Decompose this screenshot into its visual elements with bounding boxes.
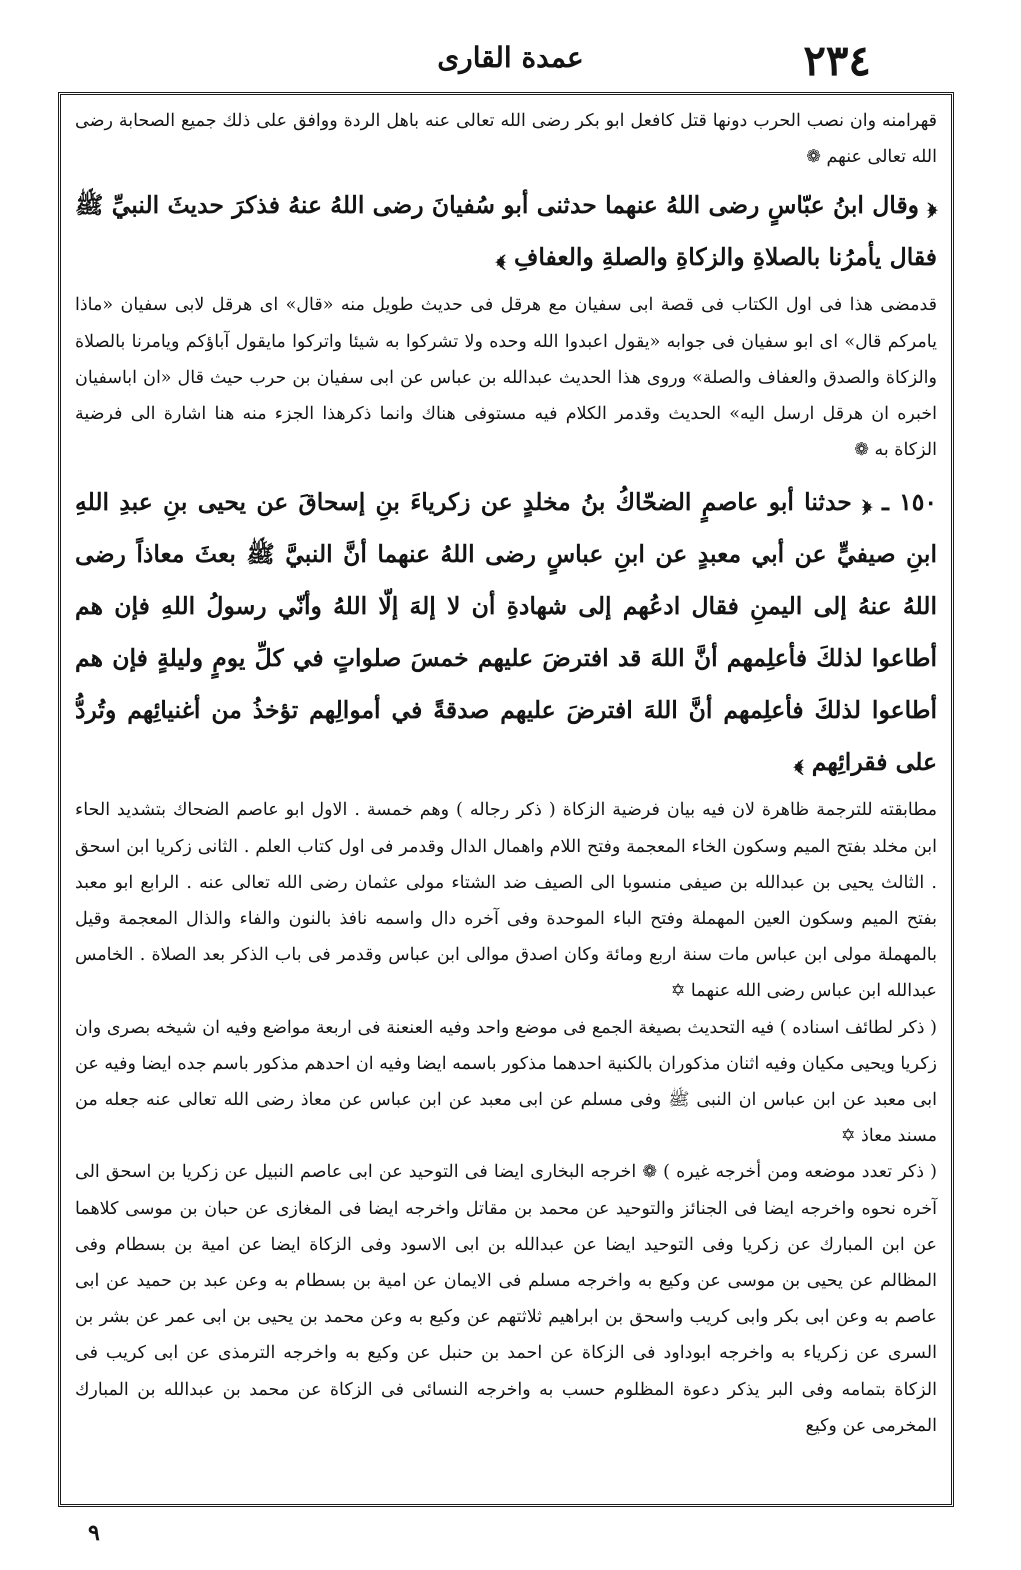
page-header [0,32,1021,92]
commentary-paragraph: ( ذكر لطائف اسناده ) فيه التحديث بصيغة الجمع فى موضع واحد وفيه العنعنة فى اربعة مواضع وفيه ان شيخه بصرى وان زكريا ويحيى مكيان وفيه اثنان مذكوران بالكنية احدهما مذكور باسمه ايضا وفيه ان احدهم مذكور باسم جده ايضا وفيه عن ابى معبد عن ابن عباس ان النبى ﷺ وفى مسلم عن ابى معبد عن ابن عباس عن معاذ رضى الله تعالى عنه جعله من مسند معاذ ✡ [75,1017,937,1147]
text-frame [58,92,954,1507]
book-title: عمدة القارى [437,41,584,74]
commentary-paragraph: مطابقته للترجمة ظاهرة لان فيه بيان فرضية الزكاة ( ذكر رجاله ) وهم خمسة . الاول ابو عاصم الضحاك بتشديد الحاء ابن مخلد بفتح الميم وسكون الخاء المعجمة وفتح اللام واهمال الدال وقدمر فى اول كتاب العلم . الثانى زكريا ابن اسحق . الثالث يحيى بن عبدالله بن صيفى منسوبا الى الصيف ضد الشتاء مولى عثمان رضى الله تعالى عنه . الرابع ابو معبد بفتح الميم وسكون العين المهملة وفتح الباء الموحدة وفى آخره دال واسمه نافذ بالنون والفاء والذال المعجمة وقيل بالمهملة مولى ابن عباس مات سنة اربع ومائة وكان اصدق موالى ابن عباس وقدمر فى باب الذكر بعد الصلاة . الخامس عبدالله ابن عباس رضى الله عنهما ✡ [75,800,937,1002]
page-number: ٢٣٤ [803,36,871,85]
signature-mark: ٩ [88,1520,100,1546]
commentary-paragraph: ( ذكر تعدد موضعه ومن أخرجه غيره ) ❁ اخرجه البخارى ايضا فى التوحيد عن ابى عاصم النبيل عن زكريا بن اسحق الى آخره نحوه واخرجه ايضا فى الجنائز والتوحيد عن محمد بن مقاتل واخرجه ايضا فى المغازى عن حبان بن موسى كلاهما عن ابن المبارك عن زكريا وفى التوحيد ايضا عن عبدالله بن ابى الاسود وفى الزكاة ايضا عن امية بن بسطام وفى المظالم عن يحيى بن موسى عن وكيع به واخرجه مسلم فى الايمان عن امية بن بسطام به وعن عبد بن حميد عن ابى عاصم به وعن ابى بكر وابى كريب واسحق بن ابراهيم ثلاثتهم عن وكيع به وعن محمد بن يحيى بن ابى عمر عن بشر بن السرى عن زكرياء به واخرجه ابوداود فى الزكاة عن احمد بن حنبل عن وكيع به واخرجه الترمذى عن ابى كريب فى الزكاة بتمامه وفى البر يذكر دعوة المظلوم حسب به واخرجه النسائى فى الزكاة عن محمد بن عبدالله بن المبارك المخرمى عن وكيع [75,1162,937,1436]
commentary-paragraph: قهرامنه وان نصب الحرب دونها قتل كافعل ابو بكر رضى الله تعالى عنه باهل الردة ووافق على ذلك جميع الصحابة رضى الله تعالى عنهم ❁ [75,111,937,168]
spacer [75,468,937,476]
hadith-text: ١٥٠ ـ ﴿ حدثنا أبو عاصمٍ الضحّاكُ بنُ مخلدٍ عن زكرياءَ بنِ إسحاقَ عن يحيى بنِ عبدِ اللهِ ابنِ صيفيٍّ عن أبي معبدٍ عن ابنِ عباسٍ رضى اللهُ عنهما أنَّ النبيَّ ﷺ بعثَ معاذاً رضى اللهُ عنهُ إلى اليمنِ فقال ادعُهم إلى شهادةِ أن لا إلهَ إلّا اللهُ وأنّي رسولُ اللهِ فإن هم أطاعوا لذلكَ فأعلِمهم أنَّ اللهَ قد افترضَ عليهم خمسَ صلواتٍ في كلِّ يومٍ وليلةٍ فإن هم أطاعوا لذلكَ فأعلِمهم أنَّ اللهَ افترضَ عليهم صدقةً في أموالِهم تؤخذُ من أغنيائِهم وتُردُّ على فقرائِهم ﴾ [75,488,937,777]
commentary-paragraph: قدمضى هذا فى اول الكتاب فى قصة ابى سفيان مع هرقل فى حديث طويل منه «قال» اى هرقل لابى سفيان «ماذا يامركم قال» اى ابو سفيان فى جوابه «يقول اعبدوا الله وحده ولا تشركوا به شيئا واتركوا مايقول آباؤكم ويامرنا بالصلاة والزكاة والصدق والعفاف والصلة» وروى هذا الحديث عبدالله بن عباس عن ابى سفيان بن حرب حيث قال «ان اباسفيان اخبره ان هرقل ارسل اليه» الحديث وقدمر الكلام فيه مستوفى هناك وانما ذكرهذا الجزء منه هنا اشارة الى فرضية الزكاة به ❁ [75,295,937,461]
hadith-text: ﴿ وقال ابنُ عبّاسٍ رضى اللهُ عنهما حدثنى أبو سُفيانَ رضى اللهُ عنهُ فذكرَ حديثَ النبيِّ ﷺ فقال يأمرُنا بالصلاةِ والزكاةِ والصلةِ والعفافِ ﴾ [75,191,937,272]
